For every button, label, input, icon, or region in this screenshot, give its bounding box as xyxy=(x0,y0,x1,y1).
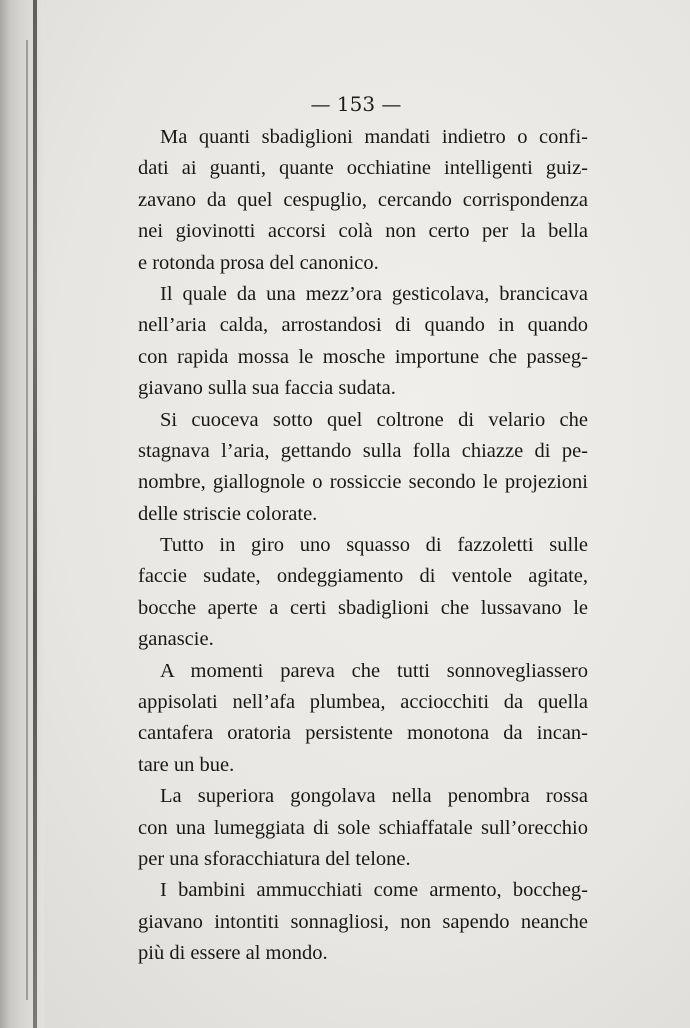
text-line: tare un bue. xyxy=(138,753,235,776)
text-line: ganascie. xyxy=(138,628,214,651)
text-line: I bambini ammucchiati come armento, boccheg- xyxy=(160,879,588,902)
page-fold-line xyxy=(33,0,37,1028)
text-line: dati ai guanti, quante occhiatine intelligenti guiz- xyxy=(138,157,588,180)
text-line: giavano intontiti sonnagliosi, non sapendo neanche xyxy=(138,910,588,933)
page-fold-line-secondary xyxy=(26,40,28,1000)
text-line: cantafera oratoria persistente monotona da incan- xyxy=(138,722,588,745)
text-line: nell’aria calda, arrostandosi di quando in quando xyxy=(138,314,588,337)
text-line: Ma quanti sbadiglioni mandati indietro o confi- xyxy=(160,126,588,148)
text-line: stagnava l’aria, gettando sulla folla chiazze di pe- xyxy=(138,439,588,462)
text-line: bocche aperte a certi sbadiglioni che lussavano le xyxy=(138,596,588,619)
text-line: delle striscie colorate. xyxy=(138,502,318,525)
page-binding-shadow xyxy=(0,0,44,1028)
text-line: e rotonda prosa del canonico. xyxy=(138,251,379,274)
text-line: con rapida mossa le mosche importune che passeg- xyxy=(138,345,588,368)
text-line: Si cuoceva sotto quel coltrone di velario che xyxy=(160,408,588,431)
body-text xyxy=(138,122,588,970)
text-line: faccie sudate, ondeggiamento di ventole agitate, xyxy=(138,565,588,588)
text-line: nei giovinotti accorsi colà non certo per la bella xyxy=(138,220,588,243)
text-line: Il quale da una mezz’ora gesticolava, brancicava xyxy=(160,282,588,305)
text-line: zavano da quel cespuglio, cercando corrispondenza xyxy=(138,188,588,211)
page-number: — 153 — xyxy=(310,92,402,116)
text-line: appisolati nell’afa plumbea, acciocchiti da quella xyxy=(138,691,588,714)
text-line: con una lumeggiata di sole schiaffatale sull’orecchio xyxy=(138,816,588,839)
text-line: nombre, giallognole o rossiccie secondo le projezioni xyxy=(138,471,588,494)
text-line: La superiora gongolava nella penombra rossa xyxy=(160,785,588,808)
text-line: Tutto in giro uno squasso di fazzoletti sulle xyxy=(160,534,588,557)
text-line: giavano sulla sua faccia sudata. xyxy=(138,377,396,400)
text-line: più di essere al mondo. xyxy=(138,942,328,965)
text-line: per una sforacchiatura del telone. xyxy=(138,847,411,870)
text-line: A momenti pareva che tutti sonnovegliassero xyxy=(160,659,588,682)
